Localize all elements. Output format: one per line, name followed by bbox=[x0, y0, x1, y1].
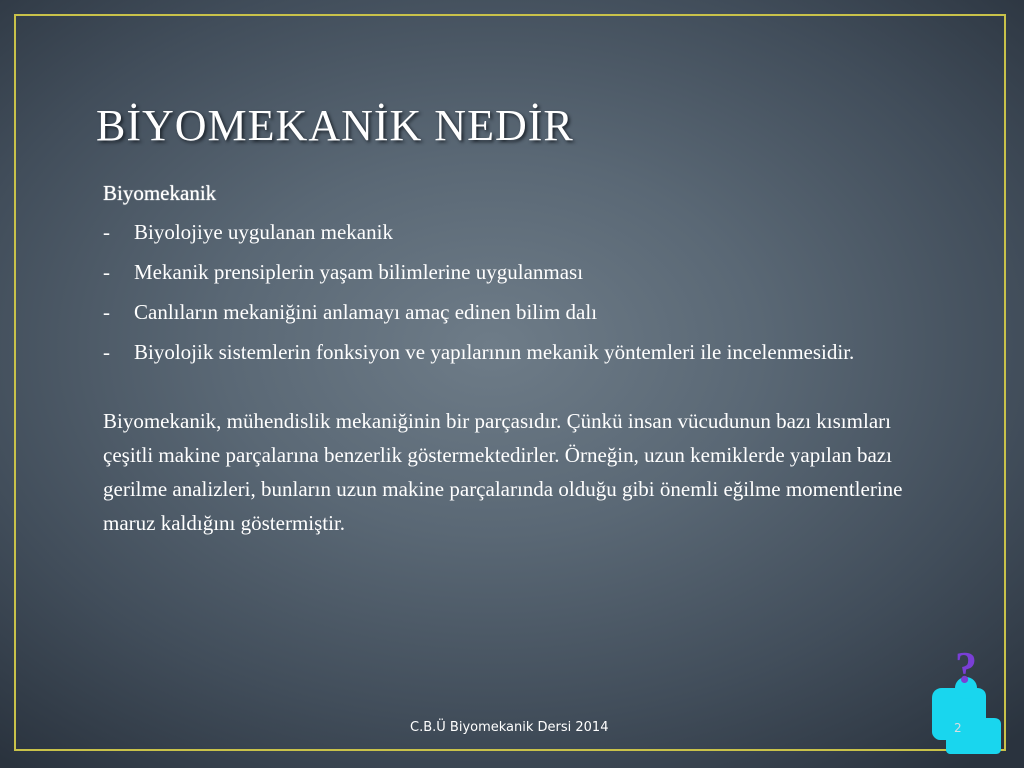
list-item-text: Biyolojiye uygulanan mekanik bbox=[134, 220, 393, 244]
footer-text: C.B.Ü Biyomekanik Dersi 2014 bbox=[410, 720, 609, 735]
list-item-text: Biyolojik sistemlerin fonksiyon ve yapılarının mekanik yöntemleri ile incelenmesidir. bbox=[134, 340, 855, 364]
bullet-dash: - bbox=[103, 300, 110, 324]
bullet-dash: - bbox=[103, 260, 110, 284]
svg-text:?: ? bbox=[955, 648, 977, 692]
list-item-text: Mekanik prensiplerin yaşam bilimlerine uygulanması bbox=[134, 260, 584, 284]
list-item bbox=[103, 216, 903, 248]
list-item bbox=[103, 296, 903, 328]
list-item-text: Canlıların mekaniğini anlamayı amaç edinen bilim dalı bbox=[134, 300, 598, 324]
bullet-dash: - bbox=[103, 220, 110, 244]
body-paragraph: Biyomekanik, mühendislik mekaniğinin bir parçasıdır. Çünkü insan vücudunun bazı kısımları çeşitli makine parçalarına benzerlik göstermektedirler. Örneğin, uzun kemiklerde yapılan bazı gerilme analizleri, bunların uzun makine parçalarında olduğu gibi önemli eğilme momentlerine maruz kaldığını göstermiştir. bbox=[103, 409, 903, 535]
definition-list bbox=[103, 216, 903, 368]
slide-title: BİYOMEKANİK NEDİR bbox=[96, 101, 574, 150]
bullet-dash: - bbox=[103, 340, 110, 364]
page-number: 2 bbox=[954, 721, 962, 735]
list-item bbox=[103, 256, 903, 288]
list-item bbox=[103, 336, 903, 368]
slide-content bbox=[103, 178, 903, 540]
question-person-icon bbox=[928, 648, 1002, 754]
section-subtitle: Biyomekanik bbox=[103, 181, 217, 205]
